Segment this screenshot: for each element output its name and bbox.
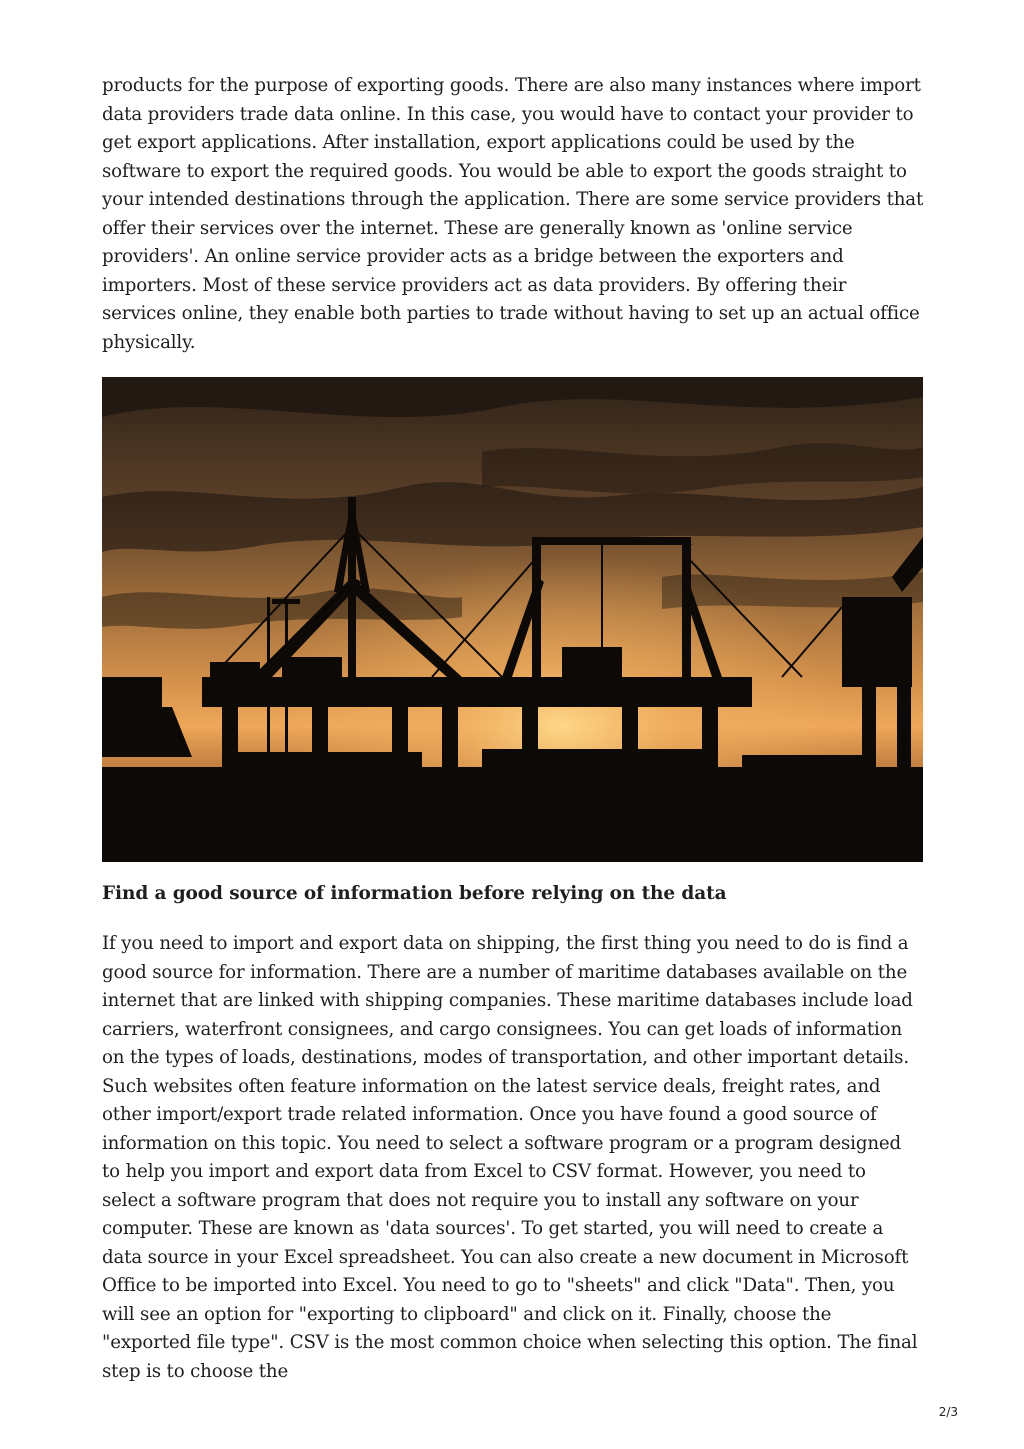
page-number: 2/3: [938, 1405, 958, 1419]
section-heading: Find a good source of information before relying on the data: [102, 883, 727, 904]
intro-section: [102, 72, 924, 357]
container-port-cranes-sunset-photo: [102, 377, 923, 862]
section-paragraph: If you need to import and export data on shipping, the first thing you need to do is find a good source for information. There are a number of maritime databases available on the internet that are linked with shipping companies. These maritime databases include load carriers, waterfront consignees, and cargo consignees. You can get loads of information on the types of loads, destinations, modes of transportation, and other important details. Such websites often feature information on the latest service deals, freight rates, and other import/export trade related information. Once you have found a good source of information on this topic. You need to select a software program or a program designed to help you import and export data from Excel to CSV format. However, you need to select a software program that does not require you to install any software on your computer. These are known as 'data sources'. To get started, you will need to create a data source in your Excel spreadsheet. You can also create a new document in Microsoft Office to be imported into Excel. You need to go to "sheets" and click "Data". Then, you will see an option for "exporting to clipboard" and click on it. Finally, choose the "exported file type". CSV is the most common choice when selecting this option. The final step is to choose the: [102, 933, 918, 1382]
intro-paragraph: products for the purpose of exporting goods. There are also many instances where import data providers trade data online. In this case, you would have to contact your provider to get export applications. After installation, export applications could be used by the software to export the required goods. You would be able to export the goods straight to your intended destinations through the application. There are some service providers that offer their services over the internet. These are generally known as 'online service providers'. An online service provider acts as a bridge between the exporters and importers. Most of these service providers act as data providers. By offering their services online, they enable both parties to trade without having to set up an actual office physically.: [102, 75, 924, 353]
section-body: [102, 930, 924, 1386]
